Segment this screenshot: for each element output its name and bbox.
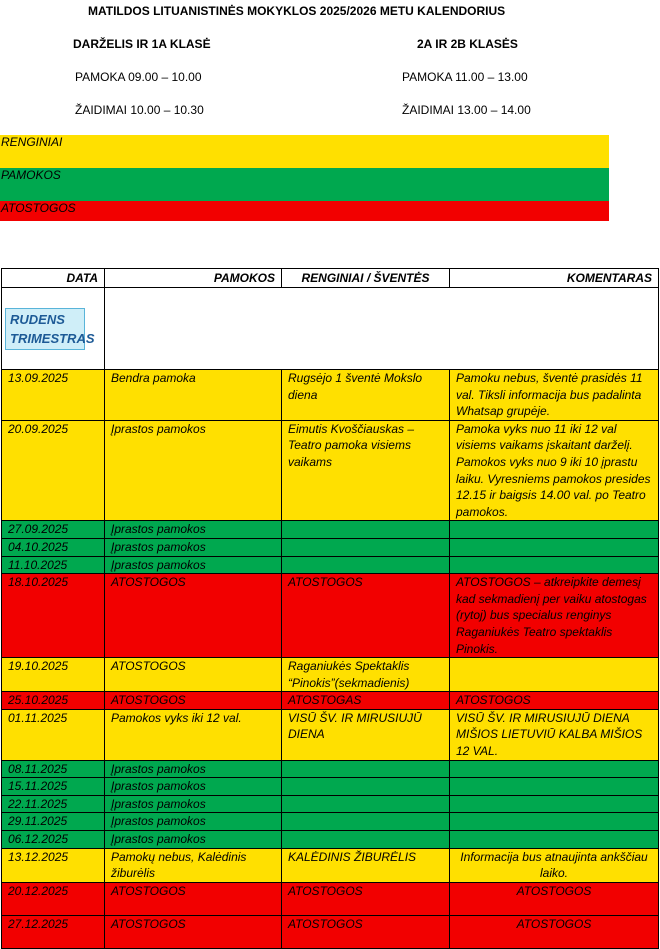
cell-lessons: ATOSTOGOS [105,658,282,692]
table-row [2,370,659,421]
col-header-date: DATA [2,269,105,288]
cell-lessons: Įprastos pamokos [105,760,282,778]
cell-lessons: Pamokos vyks iki 12 val. [105,709,282,760]
table-row [2,795,659,813]
table-row [2,538,659,556]
cell-date: 13.09.2025 [2,370,105,421]
left-group-title: DARŽELIS IR 1A KLASĖ [73,37,211,51]
cell-events [282,556,450,574]
table-row [2,692,659,710]
cell-lessons: Įprastos pamokos [105,538,282,556]
cell-events [282,813,450,831]
cell-lessons: Įprastos pamokos [105,521,282,539]
cell-events: Eimutis Kvoščiauskas – Teatro pamoka visiems vaikams [282,420,450,521]
cell-comment [450,556,659,574]
table-row [2,848,659,882]
cell-lessons: Įprastos pamokos [105,813,282,831]
cell-date: 11.10.2025 [2,556,105,574]
cell-date: 13.12.2025 [2,848,105,882]
cell-events: ATOSTOGOS [282,574,450,658]
cell-date: 27.12.2025 [2,915,105,948]
right-group-title: 2A IR 2B KLASĖS [417,37,518,51]
cell-lessons: Bendra pamoka [105,370,282,421]
term-cell [2,288,105,370]
cell-comment: ATOSTOGOS – atkreipkite demesį kad sekmadienį per vaiku atostogas (rytoj) bus specialus renginys Raganiukės Teatro spektaklis Pinokis. [450,574,659,658]
left-games-time: ŽAIDIMAI 10.00 – 10.30 [75,103,204,117]
term-row [2,288,659,370]
legend-lessons: PAMOKOS [0,168,609,201]
cell-comment: ATOSTOGOS [450,915,659,948]
cell-lessons: Įprastos pamokos [105,420,282,521]
cell-lessons: ATOSTOGOS [105,574,282,658]
cell-comment [450,658,659,692]
cell-comment [450,538,659,556]
table-row [2,709,659,760]
term-empty-cell [105,288,659,370]
cell-comment: Pamoku nebus, šventė prasidės 11 val. Tiksli informacija bus padalinta Whatsap grupėje. [450,370,659,421]
cell-lessons: Įprastos pamokos [105,778,282,796]
cell-events [282,538,450,556]
cell-date: 01.11.2025 [2,709,105,760]
table-row [2,658,659,692]
table-row [2,778,659,796]
calendar-table [1,268,659,949]
cell-comment [450,813,659,831]
cell-date: 29.11.2025 [2,813,105,831]
cell-events [282,521,450,539]
cell-events: KALĖDINIS ŽIBURĖLIS [282,848,450,882]
cell-date: 04.10.2025 [2,538,105,556]
cell-lessons: ATOSTOGOS [105,692,282,710]
table-row [2,521,659,539]
cell-events: Rugsėjo 1 šventė Mokslo diena [282,370,450,421]
col-header-comment: KOMENTARAS [450,269,659,288]
cell-date: 06.12.2025 [2,831,105,849]
left-lesson-time: PAMOKA 09.00 – 10.00 [75,70,202,84]
cell-comment [450,795,659,813]
table-row [2,831,659,849]
cell-events: Raganiukės Spektaklis “Pinokis”(sekmadienis) [282,658,450,692]
table-row [2,556,659,574]
cell-comment: VISŪ ŠV. IR MIRUSIUJŪ DIENA MIŠIOS LIETUVIŪ KALBA MIŠIOS 12 VAL. [450,709,659,760]
cell-comment: Informacija bus atnaujinta ankščiau laiko. [450,848,659,882]
cell-lessons: Įprastos pamokos [105,795,282,813]
cell-date: 19.10.2025 [2,658,105,692]
cell-date: 20.09.2025 [2,420,105,521]
cell-date: 15.11.2025 [2,778,105,796]
right-games-time: ŽAIDIMAI 13.00 – 14.00 [402,103,531,117]
cell-events: ATOSTOGOS [282,915,450,948]
cell-comment: ATOSTOGOS [450,882,659,915]
cell-comment [450,521,659,539]
cell-date: 20.12.2025 [2,882,105,915]
cell-date: 27.09.2025 [2,521,105,539]
cell-comment [450,760,659,778]
cell-date: 18.10.2025 [2,574,105,658]
cell-comment: Pamoka vyks nuo 11 iki 12 val visiems vaikams įskaitant darželį. Pamokos vyks nuo 9 iki 10 įprastu laiku. Vyresniems pamokos presides 12.15 ir baigsis 14.00 val. po Teatro pamokos. [450,420,659,521]
term-label: RUDENS TRIMESTRAS [5,308,85,350]
cell-comment [450,778,659,796]
cell-lessons: ATOSTOGOS [105,882,282,915]
cell-events: ATOSTOGOS [282,882,450,915]
page-title: MATILDOS LITUANISTINĖS MOKYKLOS 2025/2026 METU KALENDORIUS [88,4,506,18]
col-header-events: RENGINIAI / ŠVENTĖS [282,269,450,288]
cell-date: 08.11.2025 [2,760,105,778]
legend-holidays: ATOSTOGOS [0,201,609,221]
cell-events: VISŪ ŠV. IR MIRUSIUJŪ DIENA [282,709,450,760]
table-row [2,760,659,778]
table-row [2,882,659,915]
table-row [2,420,659,521]
table-header-row [2,269,659,288]
cell-lessons: Įprastos pamokos [105,831,282,849]
cell-date: 22.11.2025 [2,795,105,813]
right-lesson-time: PAMOKA 11.00 – 13.00 [402,70,528,84]
cell-events: ATOSTOGAS [282,692,450,710]
table-row [2,915,659,948]
table-row [2,813,659,831]
cell-lessons: Įprastos pamokos [105,556,282,574]
cell-events [282,795,450,813]
cell-comment: ATOSTOGOS [450,692,659,710]
cell-events [282,831,450,849]
cell-date: 25.10.2025 [2,692,105,710]
legend-events: RENGINIAI [0,135,609,168]
cell-comment [450,831,659,849]
col-header-lessons: PAMOKOS [105,269,282,288]
cell-lessons: Pamokų nebus, Kalėdinis žiburėlis [105,848,282,882]
cell-lessons: ATOSTOGOS [105,915,282,948]
table-row [2,574,659,658]
cell-events [282,778,450,796]
cell-events [282,760,450,778]
